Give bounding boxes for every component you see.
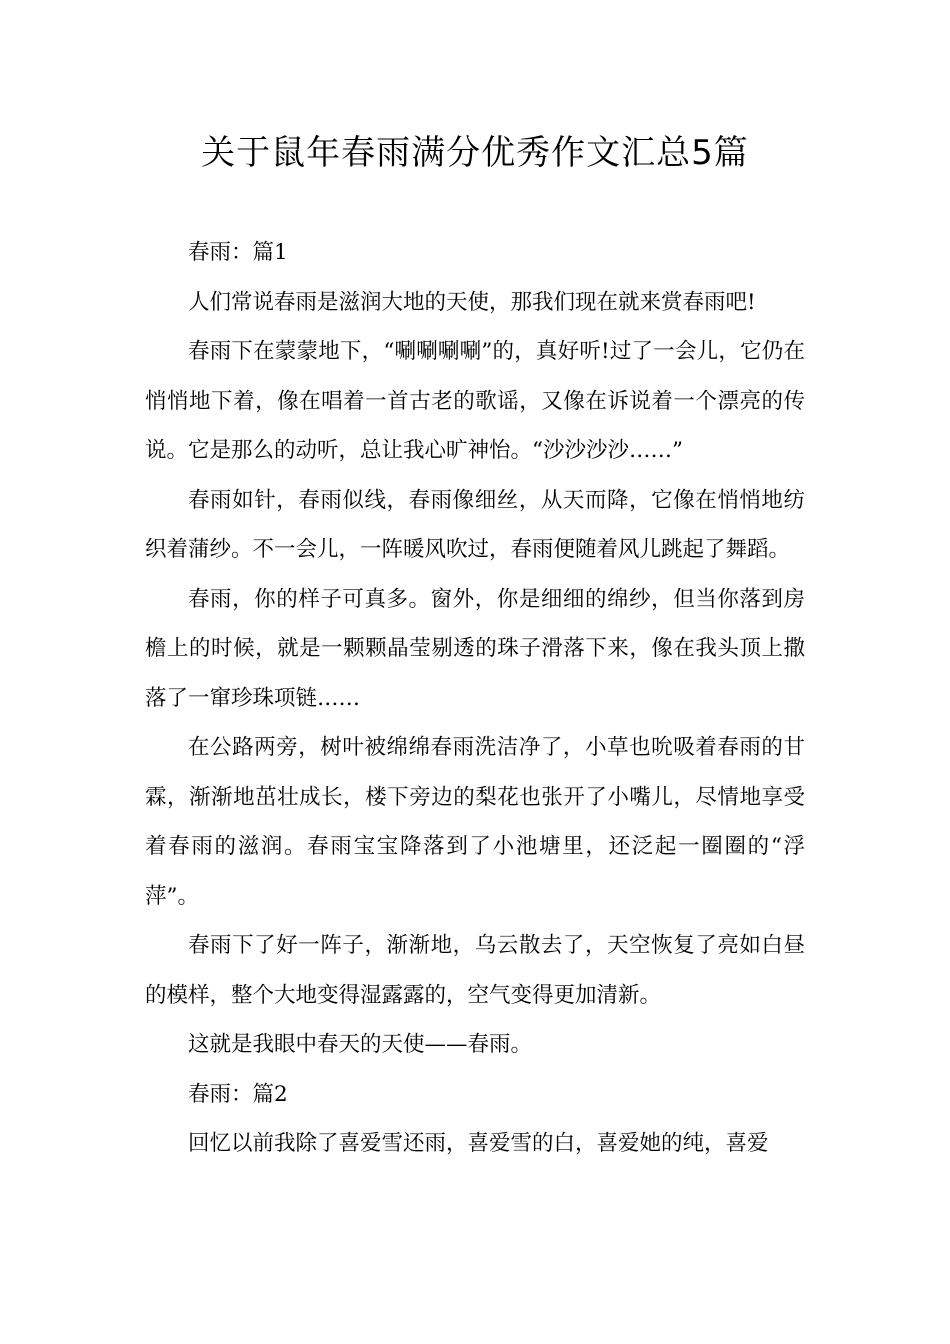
paragraph: 春雨下了好一阵子，渐渐地，乌云散去了，天空恢复了亮如白昼的模样，整个大地变得湿露露的，空气变得更加清新。: [145, 933, 805, 1008]
document-title: 关于鼠年春雨满分优秀作文汇总5篇: [201, 133, 749, 173]
paragraph: 人们常说春雨是滋润大地的天使，那我们现在就来赏春雨吧!: [188, 289, 756, 315]
section-heading: 春雨：篇2: [188, 1081, 288, 1107]
paragraph: 回忆以前我除了喜爱雪还雨，喜爱雪的白，喜爱她的纯，喜爱: [188, 1131, 769, 1156]
section-heading: 春雨：篇1: [188, 240, 288, 265]
paragraph: 春雨下在蒙蒙地下，“唰唰唰唰”的，真好听!过了一会儿，它仍在悄悄地下着，像在唱着一首古老的歌谣，又像在诉说着一个漂亮的传说。它是那么的动听，总让我心旷神怡。“沙沙沙沙……”: [145, 339, 805, 463]
paragraph: 在公路两旁，树叶被绵绵春雨洗洁净了，小草也吮吸着春雨的甘霖，渐渐地茁壮成长，楼下旁边的梨花也张开了小嘴儿，尽情地享受着春雨的滋润。春雨宝宝降落到了小池塘里，还泛起一圈圈的“浮萍”。: [145, 735, 805, 909]
document-body: [145, 228, 805, 1169]
paragraph: 春雨，你的样子可真多。窗外，你是细细的绵纱，但当你落到房檐上的时候，就是一颗颗晶莹剔透的珠子滑落下来，像在我头顶上撒落了一窜珍珠项链……: [145, 586, 805, 711]
paragraph: 这就是我眼中春天的天使——春雨。: [188, 1032, 533, 1057]
paragraph: 春雨如针，春雨似线，春雨像细丝，从天而降，它像在悄悄地纺织着蒲纱。不一会儿，一阵暖风吹过，春雨便随着风儿跳起了舞蹈。: [145, 487, 805, 562]
